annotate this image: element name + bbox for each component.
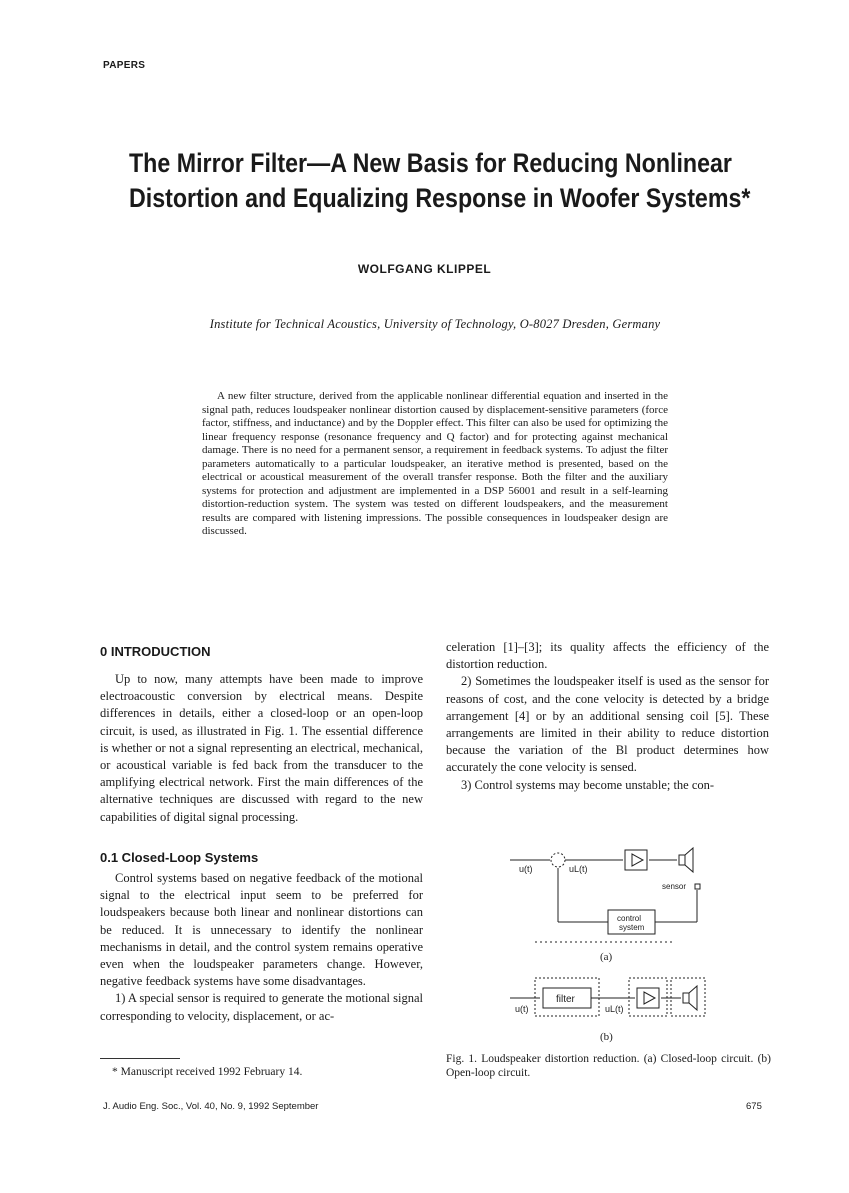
left-column-lower: [100, 870, 423, 1025]
speaker-cone-icon-a: [685, 848, 693, 872]
label-sensor: sensor: [662, 882, 687, 891]
label-u-t-a: u(t): [519, 864, 533, 874]
footnote: * Manuscript received 1992 February 14.: [112, 1066, 303, 1078]
speaker-magnet-icon-a: [679, 855, 685, 865]
speaker-dotted-frame-b: [671, 978, 705, 1016]
section-heading-closed-loop: 0.1 Closed-Loop Systems: [100, 850, 259, 865]
figure-1-diagram: [505, 838, 730, 1048]
speaker-cone-icon-b: [689, 986, 697, 1010]
abstract: A new filter structure, derived from the applicable nonlinear differential equation and inserted in the signal path, reduces loudspeaker nonlinear distortion caused by displacement-sensitive parameters (force factor, stiffness, and inductance) and by the Doppler effect. This filter can also be used for optimizing the linear frequency response (resonance frequency and Q factor) and for protecting against mechanical damage. There is no need for a permanent sensor, a requirement in feedback systems. To adjust the filter parameters automatically to a particular loudspeaker, an iterative method is presented, based on the electrical or acoustical measurement of the overall transfer response. Both the filter and the auxiliary systems for protection and adjustment are implemented in a DSP 56001 and result in a self-learning distortion-reduction system. The system was tested on different loudspeakers, and the measurement results are compared with listening impressions. The possible consequences in loudspeaker design are discussed.: [202, 390, 668, 537]
right-column: [446, 639, 769, 794]
figure-1-caption: Fig. 1. Loudspeaker distortion reduction. (a) Closed-loop circuit. (b) Open-loop circuit.: [446, 1053, 771, 1079]
section-heading-introduction: 0 INTRODUCTION: [100, 644, 211, 659]
label-uL-t-a: uL(t): [569, 864, 588, 874]
title-line-2: Distortion and Equalizing Response in Woofer Systems*: [129, 183, 751, 213]
label-u-t-b: u(t): [515, 1004, 529, 1014]
summing-node-icon: [551, 853, 565, 867]
right-paragraph-0: celeration [1]–[3]; its quality affects the efficiency of the distortion reduction.: [446, 640, 769, 672]
paper-title: [129, 146, 751, 216]
author-name: WOLFGANG KLIPPEL: [357, 262, 492, 276]
amplifier-triangle-icon-a: [632, 854, 643, 866]
right-paragraph-2: 3) Control systems may become unstable; the con-: [461, 777, 715, 792]
speaker-magnet-icon-b: [683, 993, 689, 1003]
label-filter: filter: [556, 994, 575, 1005]
amp-dotted-frame-b: [629, 978, 667, 1016]
closed-loop-paragraph-2: 1) A special sensor is required to generate the motional signal corresponding to velocity, displacement, or ac-: [100, 991, 423, 1023]
closed-loop-paragraph-1: Control systems based on negative feedback of the motional signal to the electrical input seem to be preferred for loudspeakers because both linear and nonlinear distortions can be reduced. It is unnecessary to identify the nonlinear mechanisms in detail, and the control system remains operative even when the loudspeaker parameters change. However, negative feedback systems have some disadvantages.: [100, 871, 423, 989]
label-uL-t-b: uL(t): [605, 1004, 624, 1014]
label-b: (b): [600, 1031, 613, 1043]
footnote-rule: [100, 1058, 180, 1059]
sensor-box-icon: [695, 884, 700, 889]
label-control: control: [617, 914, 642, 923]
right-paragraph-1: 2) Sometimes the loudspeaker itself is used as the sensor for reasons of cost, and the cone velocity is detected by a bridge arrangement [4] or by an additional sensing coil [5]. These arrangements are limited in their ability to reduce distortion because the variation of the Bl product determines how accurately the cone velocity is sensed.: [446, 674, 769, 775]
label-a: (a): [600, 951, 613, 963]
footer-journal: J. Audio Eng. Soc., Vol. 40, No. 9, 1992 September: [103, 1101, 319, 1112]
intro-paragraph-1: Up to now, many attempts have been made to improve electroacoustic conversion by electrical means. Despite differences in details, either a closed-loop or an open-loop circuit, is used, as illustrated in Fig. 1. The essential difference is whether or not a signal representing an electrical, mechanical, or acoustical variable is fed back from the transducer to the amplifying electrical network. First the main differences of the alternative techniques are discussed with regard to the new capabilities of digital signal processing.: [100, 672, 423, 824]
amplifier-triangle-icon-b: [644, 992, 655, 1004]
label-system: system: [619, 923, 645, 932]
section-label: PAPERS: [103, 60, 146, 71]
title-line-1: The Mirror Filter—A New Basis for Reducing Nonlinear: [129, 148, 732, 178]
author-affiliation: Institute for Technical Acoustics, University of Technology, O-8027 Dresden, Germany: [209, 317, 661, 331]
footer-page-number: 675: [746, 1101, 762, 1112]
left-column: [100, 671, 423, 826]
